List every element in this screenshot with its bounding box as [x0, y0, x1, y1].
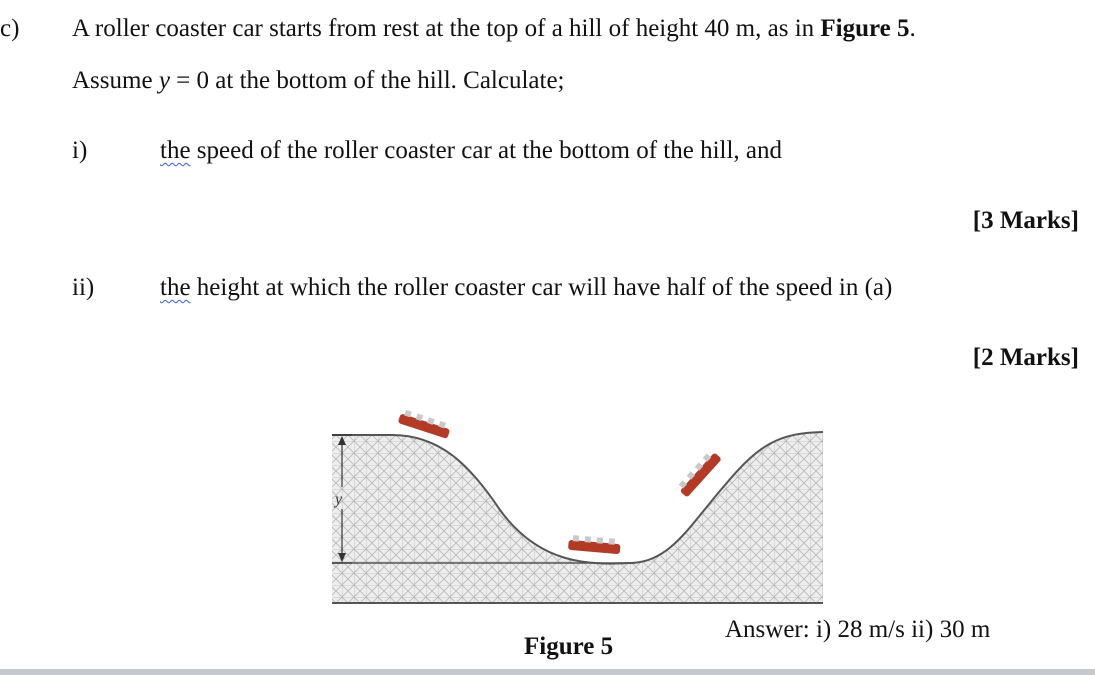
part-ii-text: [160, 273, 892, 303]
question-label: c): [0, 15, 20, 42]
y-variable: y: [158, 67, 170, 94]
part-ii-first-word: the: [160, 274, 191, 301]
part-ii-marks: [2 Marks]: [972, 344, 1079, 371]
answer-text: Answer: i) 28 m/s ii) 30 m: [725, 616, 991, 643]
assume-rest: = 0 at the bottom of the hill. Calculate;: [169, 67, 565, 94]
car-right: [676, 449, 722, 498]
part-i-marks: [3 Marks]: [972, 207, 1079, 234]
part-ii-rest: height at which the roller coaster car will have half of the speed in (a): [190, 274, 893, 301]
car-bottom: [568, 535, 621, 554]
part-i-rest: speed of the roller coaster car at the bottom of the hill, and: [190, 137, 783, 164]
question-line-2: [72, 66, 565, 96]
figure-caption: Figure 5: [524, 633, 614, 660]
question-text: A roller coaster car starts from rest at the top of a hill of height 40 m, as in: [72, 15, 821, 42]
height-y-label: y: [335, 491, 343, 508]
part-i-text: [160, 136, 782, 166]
car-top: [398, 409, 452, 439]
part-i-first-word: the: [160, 137, 191, 164]
question-line-1: [72, 14, 916, 44]
part-i-number: i): [72, 137, 88, 164]
part-ii-number: ii): [72, 274, 95, 301]
bottom-bar: [0, 669, 1095, 675]
assume-text: Assume: [72, 67, 159, 94]
figure-reference: Figure 5: [820, 15, 910, 42]
track-structure: [332, 432, 823, 603]
roller-coaster-figure: [330, 405, 830, 610]
question-period: .: [909, 15, 916, 42]
